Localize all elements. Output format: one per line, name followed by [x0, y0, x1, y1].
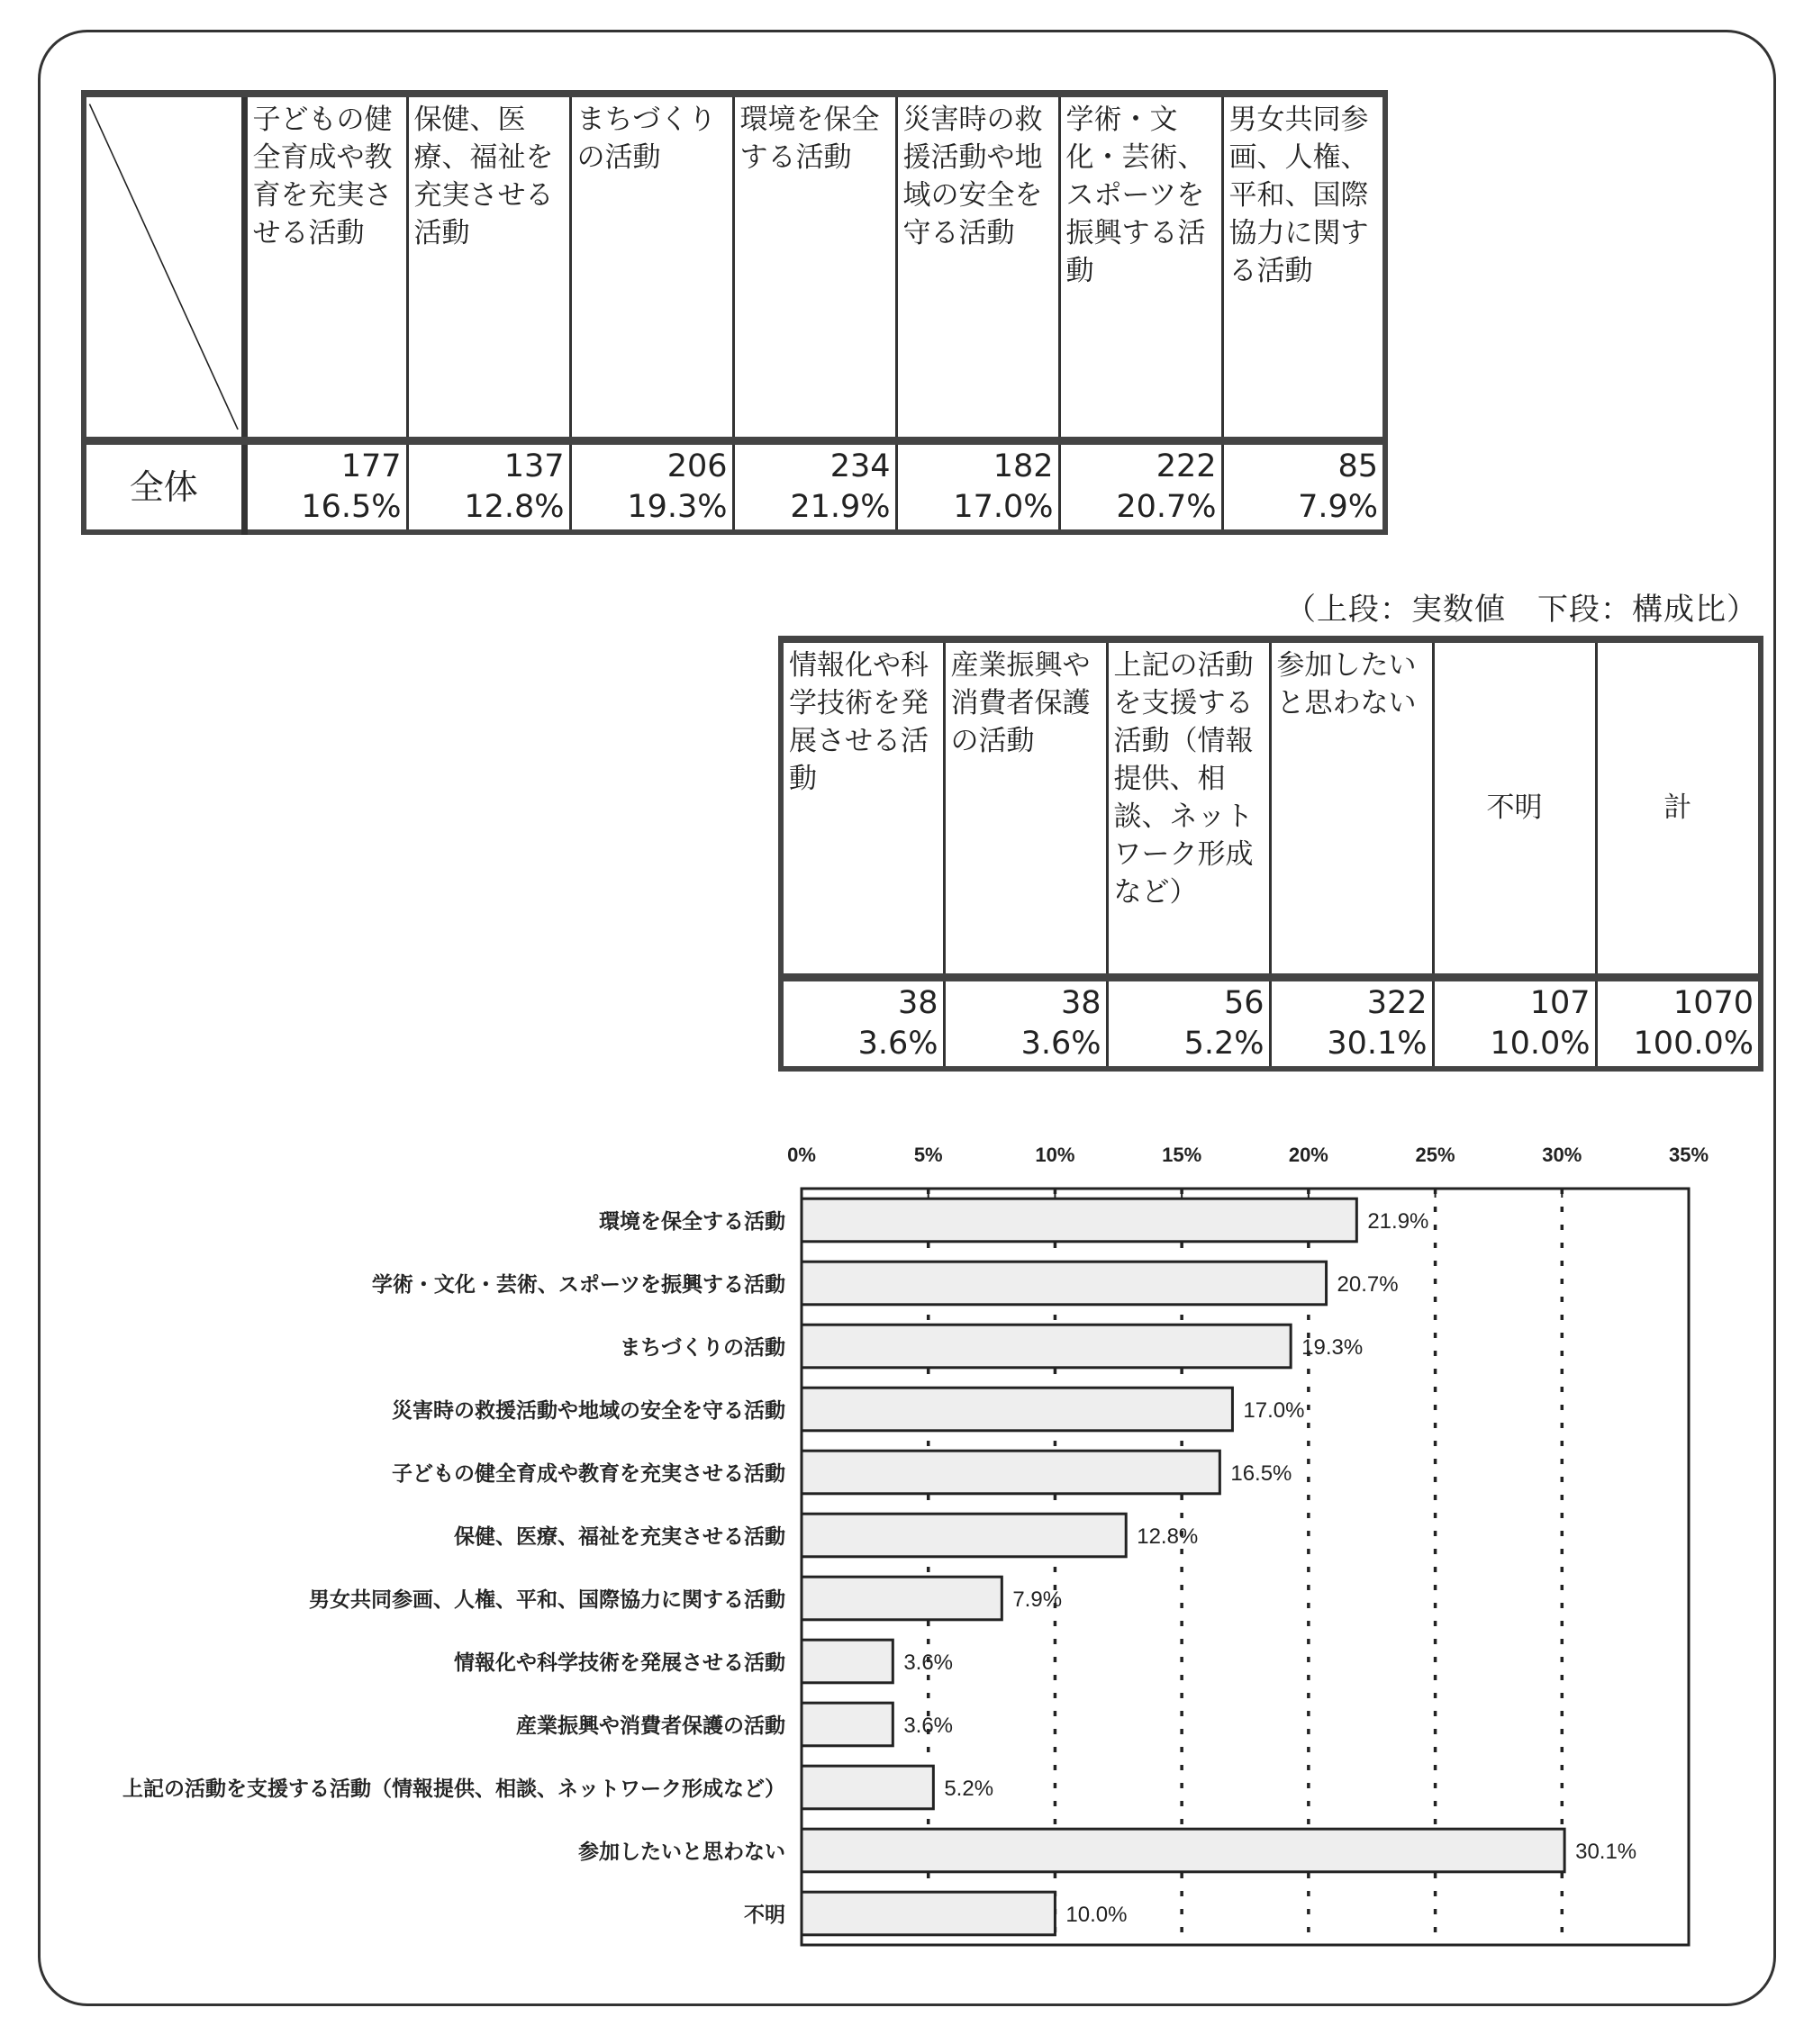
category-label: まちづくりの活動: [620, 1336, 785, 1360]
ratio-value: 5.2%: [1183, 1025, 1265, 1062]
count-value: 107: [1529, 984, 1591, 1021]
x-tick-label: 30%: [1542, 1144, 1582, 1166]
count-value: 38: [1060, 984, 1101, 1021]
table1-col-header: 環境を保全する活動: [733, 94, 896, 440]
data-label: 16.5%: [1230, 1461, 1292, 1486]
x-tick-label: 0%: [787, 1144, 816, 1166]
category-label: 子どもの健全育成や教育を充実させる活動: [392, 1462, 785, 1486]
bar: [802, 1703, 893, 1746]
category-label: 保健、医療、福祉を充実させる活動: [454, 1525, 785, 1549]
ratio-value: 16.5%: [301, 488, 402, 525]
ratio-value: 10.0%: [1490, 1025, 1591, 1062]
ratio-value: 20.7%: [1116, 488, 1217, 525]
count-value: 177: [340, 448, 402, 484]
bar: [802, 1198, 1356, 1242]
bar: [802, 1829, 1564, 1872]
count-value: 56: [1223, 984, 1265, 1021]
category-label: 情報化や科学技術を発展させる活動: [454, 1651, 785, 1675]
bar: [802, 1766, 933, 1809]
ratio-value: 3.6%: [1020, 1025, 1101, 1062]
data-label: 21.9%: [1367, 1209, 1429, 1234]
x-tick-label: 5%: [913, 1144, 943, 1166]
table1-col-header: 学術・文化・芸術、スポーツを振興する活動: [1059, 94, 1222, 440]
data-label: 12.8%: [1137, 1524, 1199, 1549]
table1-col-header: まちづくりの活動: [570, 94, 733, 440]
category-label: 参加したいと思わない: [578, 1841, 785, 1864]
table2-col-header: 計: [1596, 639, 1761, 977]
data-label: 5.2%: [944, 1777, 994, 1801]
category-label: 産業振興や消費者保護の活動: [516, 1714, 785, 1738]
ratio-value: 17.0%: [953, 488, 1054, 525]
data-label: 19.3%: [1301, 1335, 1364, 1360]
row-label: 全体: [84, 440, 244, 532]
bar: [802, 1640, 893, 1683]
count-value: 182: [993, 448, 1054, 484]
data-label: 7.9%: [1012, 1587, 1063, 1612]
category-label: 環境を保全する活動: [599, 1210, 785, 1234]
table1-col-header: 男女共同参画、人権、平和、国際協力に関する活動: [1222, 94, 1385, 440]
x-tick-label: 35%: [1668, 1144, 1709, 1166]
count-value: 222: [1156, 448, 1217, 484]
table1-col-header: 子どもの健全育成や教育を充実させる活動: [244, 94, 407, 440]
x-tick-label: 15%: [1162, 1144, 1202, 1166]
count-value: 85: [1337, 448, 1378, 484]
table2-col-header: 情報化や科学技術を発展させる活動: [781, 639, 944, 977]
category-label: 不明: [744, 1904, 785, 1927]
count-value: 1070: [1672, 984, 1754, 1021]
data-label: 10.0%: [1065, 1903, 1128, 1927]
x-tick-label: 20%: [1288, 1144, 1328, 1166]
data-label: 3.6%: [903, 1651, 954, 1675]
data-label: 3.6%: [903, 1714, 954, 1738]
table2-col-header: 産業振興や消費者保護の活動: [944, 639, 1107, 977]
table2-col-header: 不明: [1433, 639, 1596, 977]
bar: [802, 1388, 1232, 1431]
count-value: 137: [503, 448, 565, 484]
bar: [802, 1514, 1126, 1557]
x-tick-label: 25%: [1415, 1144, 1455, 1166]
table1-col-header: 災害時の救援活動や地域の安全を守る活動: [896, 94, 1059, 440]
bar: [802, 1262, 1327, 1305]
bar: [802, 1451, 1219, 1494]
count-value: 234: [829, 448, 891, 484]
ratio-value: 100.0%: [1633, 1025, 1754, 1062]
ratio-value: 19.3%: [627, 488, 728, 525]
unit-note: （上段：実数値 下段：構成比）: [1285, 592, 1758, 628]
table2-col-header: 上記の活動を支援する活動（情報提供、相談、ネットワーク形成など）: [1107, 639, 1270, 977]
count-value: 206: [666, 448, 728, 484]
x-tick-label: 10%: [1035, 1144, 1075, 1166]
category-label: 上記の活動を支援する活動（情報提供、相談、ネットワーク形成など）: [122, 1777, 785, 1801]
data-label: 20.7%: [1337, 1272, 1399, 1297]
table2-col-header: 参加したいと思わない: [1270, 639, 1433, 977]
bar: [802, 1892, 1055, 1935]
ratio-value: 21.9%: [790, 488, 891, 525]
bar: [802, 1577, 1002, 1620]
count-value: 38: [897, 984, 938, 1021]
category-label: 災害時の救援活動や地域の安全を守る活動: [392, 1399, 785, 1423]
ratio-value: 7.9%: [1298, 488, 1378, 525]
ratio-value: 12.8%: [464, 488, 565, 525]
category-label: 男女共同参画、人権、平和、国際協力に関する活動: [309, 1588, 785, 1612]
data-label: 30.1%: [1575, 1840, 1637, 1864]
count-value: 322: [1366, 984, 1428, 1021]
ratio-value: 3.6%: [857, 1025, 938, 1062]
table1-col-header: 保健、医療、福祉を充実させる活動: [407, 94, 570, 440]
category-label: 学術・文化・芸術、スポーツを振興する活動: [371, 1273, 785, 1297]
ratio-value: 30.1%: [1327, 1025, 1428, 1062]
data-label: 17.0%: [1243, 1398, 1305, 1423]
bar: [802, 1325, 1291, 1368]
